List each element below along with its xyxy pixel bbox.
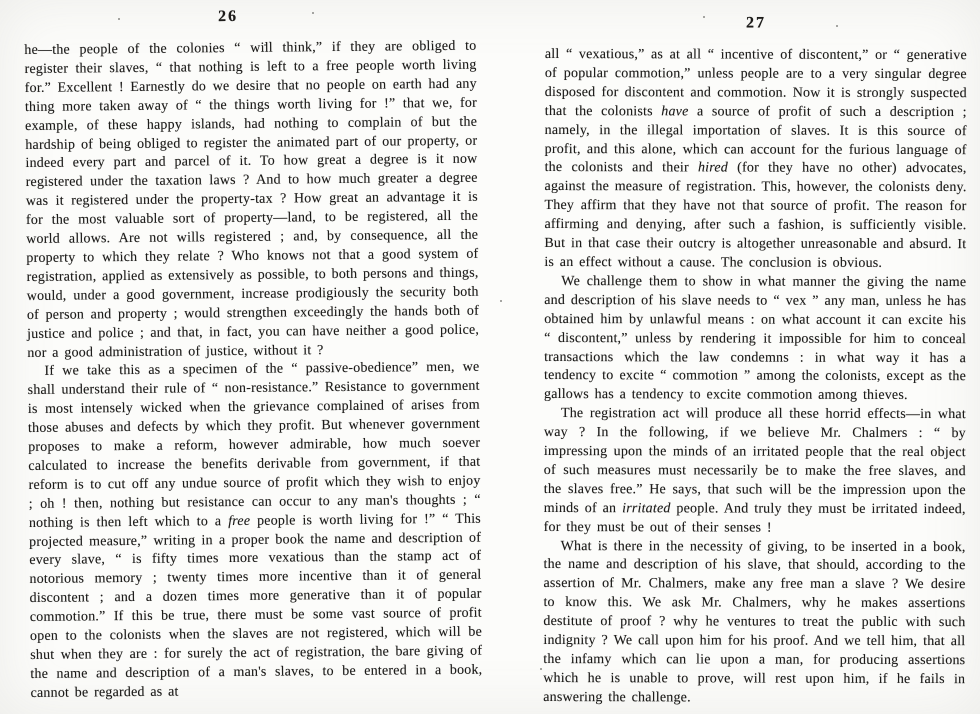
paragraph: he—the people of the colonies “ will think,” if they are obliged to register their slaves, “ that nothing is left to a free people worth living for.” Excellent ! Earnestly do we desire that no people on earth had any thing more taken away of “ the things worth living for !” that we, for example, of these happy islands, had nothing to complain of but the hardship of being obliged to register the animated part of our property, or indeed every part and parcel of it. To how great a degree is it now registered under the taxation laws ? And to how much greater a degree was it registered under the property-tax ? How great an advantage it is for the most valuable sort of property—land, to be registered, all the world allows. Are not wills registered ; and, by consequence, all the property to which they relate ? Who knows not that a good system of registration, applied as extensively as possible, to both persons and things, would, under a good government, increase prodigiously the security both of person and property ; would strengthen exceedingly the hands both of justice and police ; and that, in fact, you can have neither a good police, nor a good administration of justice, without it ? bbox=[24, 38, 480, 361]
scan-speck bbox=[500, 300, 502, 302]
page-right bbox=[543, 14, 967, 709]
page-text-right bbox=[543, 46, 967, 709]
page-number-left: 26 bbox=[217, 7, 239, 26]
paragraph: If we take this as a specimen of the “ passive-obedience” men, we shall understand their rule of “ non-resistance.” Resistance to government is most intensely wicked when the grievance complained of arises from those abuses and defects by which they profit. But whenever government proposes to make a reform, however admirable, how much soever calculated to increase the benefits derivable from government, if that reform is to cut off any undue source of profit which they wish to enjoy ; oh ! then, nothing but resistance can occur to any man's thoughts ; “ nothing is then left which to a free people is worth living for !” “ This projected measure,” writing in a proper book the name and description of every slave, “ is fifty times more vexatious than the stamp act of notorious memory ; twenty times more incentive than it of general discontent ; and a dozen times more generative than it of popular commotion.” If this be true, there must be some vast source of profit open to the colonists when the slaves are not registered, which will be shut when they are : for surely the act of registration, the bare giving of the name and description of a man's slaves, to be entered in a book, cannot be regarded as at bbox=[27, 360, 483, 701]
page-text-left bbox=[24, 38, 482, 704]
paragraph: The registration act will produce all these horrid effects—in what way ? In the following, if we believe Mr. Chalmers : “ by impressing upon the minds of an irritated people that the real object of such measures must necessarily be to make the free slaves, and the slaves free.” He says, that such will be the impression upon the minds of an irritated people. And truly they must be irritated indeed, for they must be out of their senses ! bbox=[543, 406, 966, 536]
paragraph: What is there in the necessity of giving, to be inserted in a book, the name and description of his slave, that should, according to the assertion of Mr. Chalmers, make any free man a slave ? We desire to know this. We ask Mr. Chalmers, why he makes assertions destitute of proof ? why he ventures to treat the public with such indignity ? We call upon him for his proof. And we tell him, that all the infamy which can lie upon a man, for producing assertions which he is unable to prove, will rest upon him, if he fails in answering the challenge. bbox=[543, 538, 966, 706]
page-left bbox=[24, 6, 483, 704]
scan-speck bbox=[540, 668, 542, 670]
paragraph: We challenge them to show in what manner the giving the name and description of his slave needs to “ vex ” any man, unless he has obtained him by unlawful means : on what account it can excite his “ discontent,” unless by rendering it impossible for him to conceal transactions which the law condemns : in what way it has a tendency to excite “ commotion ” among the colonists, except as the gallows has a tendency to excite commotion among thieves. bbox=[543, 273, 967, 404]
page-number-right: 27 bbox=[745, 14, 766, 32]
paragraph: all “ vexatious,” as at all “ incentive of discontent,” or “ generative of popular commotion,” unless people are to a very singular degree disposed for discontent and commotion. Now it is strongly suspected that the colonists have a source of profit of such a description ; namely, in the illegal importation of slaves. It is this source of profit, and this alone, which can account for the furious language of the colonists and their hired (for they have no other) advocates, against the measure of registration. This, however, the colonists deny. They affirm that they have not that source of profit. The reason for affirming and denying, after such a fashion, is sufficiently visible. But in that case their outcry is altogether unreasonable and absurd. It is an effect without a cause. The conclusion is obvious. bbox=[544, 46, 967, 271]
